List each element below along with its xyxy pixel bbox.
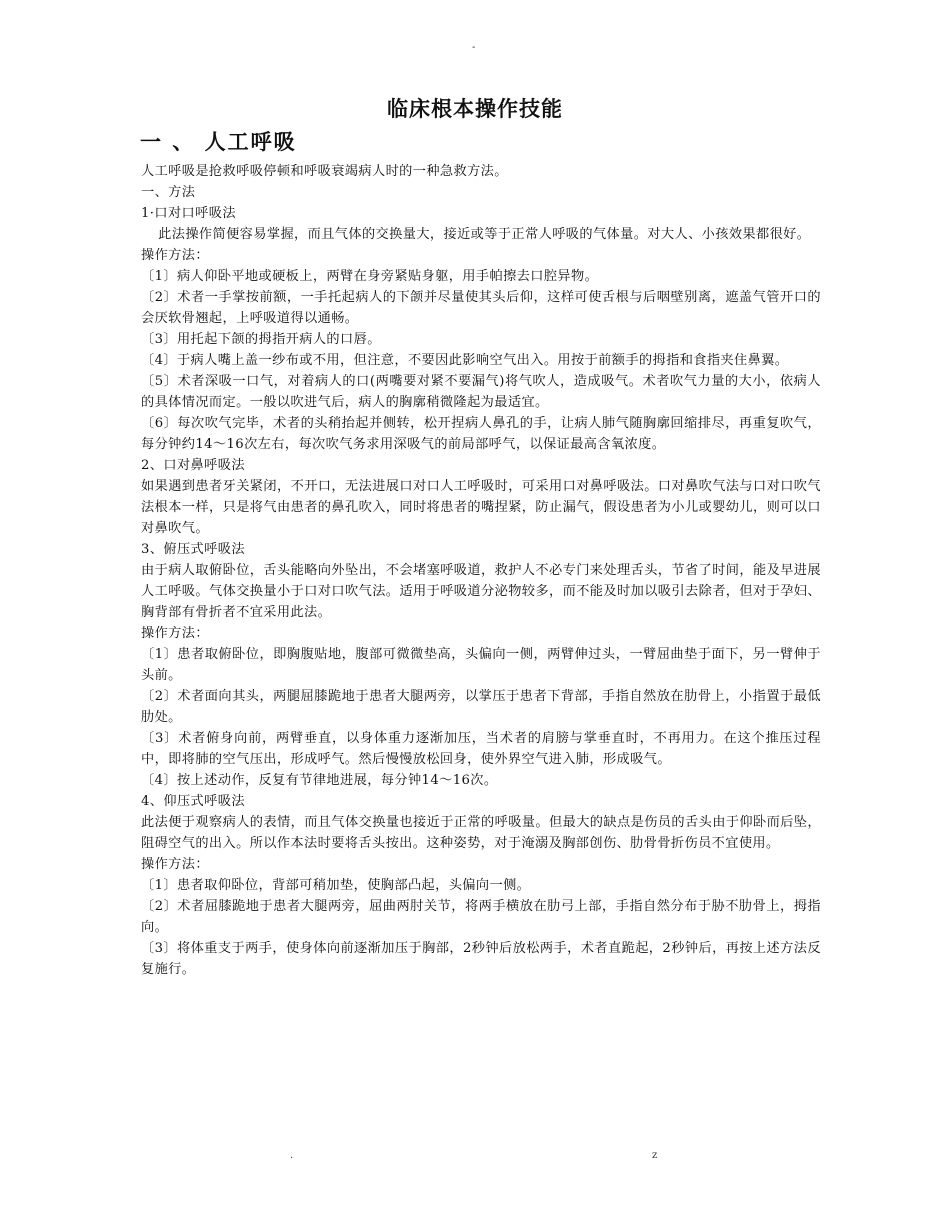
body-paragraph: 此法操作简便容易掌握，而且气体的交换量大，接近或等于正常人呼吸的气体量。对大人、小孩效果都很好。 [158,227,811,242]
list-item: 〔3〕术者俯身向前，两臂垂直，以身体重力逐渐加压，当术者的肩膀与掌垂直时，不再用力。在这个推压过程中，即将肺的空气压出，形成呼气。然后慢慢放松回身，使外界空气进入肺，形成吸气。 [141,731,821,767]
list-item: 〔2〕术者屈膝跪地于患者大腿两旁，屈曲两肘关节，将两手横放在肋弓上部，手指自然分布于胁不肋骨上，拇指向。 [141,899,821,935]
body-paragraph: 此法便于观察病人的表情，而且气体交换量也接近于正常的呼吸量。但最大的缺点是伤员的舌头由于仰卧而后坠，阻碍空气的出入。所以作本法时要将舌头按出。这种姿势，对于淹溺及胸部创伤、肋骨骨折伤员不宜使用。 [141,815,821,851]
list-item: 〔3〕将体重支于两手，使身体向前逐渐加压于胸部，2秒钟后放松两手，术者直跪起，2秒钟后，再按上述方法反复施行。 [141,941,821,977]
list-item: 〔5〕术者深吸一口气，对着病人的口(两嘴要对紧不要漏气)将气吹人，造成吸气。术者吹气力量的大小，依病人的具体情况而定。一般以吹进气后，病人的胸廓稍微隆起为最适宜。 [141,374,821,410]
footer-left-marker: . [290,1150,294,1161]
subheading-procedure: 操作方法： [141,857,209,872]
section-heading: 一 、 人工呼吸 [140,130,297,154]
list-item: 〔2〕术者面向其头，两腿屈膝跪地于患者大腿两旁，以掌压于患者下背部，手指自然放在肋骨上，小指置于最低肋处。 [141,689,821,725]
list-item: 〔6〕每次吹气完毕，术者的头稍抬起并侧转，松开捏病人鼻孔的手，让病人肺气随胸廓回缩排尽，再重复吹气，每分钟约14～16次左右，每次吹气务求用深吸气的前局部呼气，以保证最高含氧浓度。 [141,416,821,452]
list-item: 〔4〕于病人嘴上盖一纱布或不用，但注意，不要因此影响空气出入。用按于前额手的拇指和食指夹住鼻翼。 [141,353,789,368]
subheading-procedure: 操作方法： [141,626,209,641]
list-item: 〔4〕按上述动作，反复有节律地进展，每分钟14～16次。 [141,773,498,788]
body-paragraph: 由于病人取俯卧位，舌头能略向外坠出，不会堵塞呼吸道，救护人不必专门来处理舌头，节省了时间，能及早进展人工呼吸。气体交换量小于口对口吹气法。适用于呼吸道分泌物较多，而不能及时加以吸引去除者，但对于孕妇、胸背部有骨折者不宜采用此法。 [141,563,821,620]
subheading-procedure: 操作方法： [141,248,209,263]
page-top-marker: - [472,42,476,53]
subheading-prone-pressure: 3、俯压式呼吸法 [141,542,245,557]
subheading-mouth-to-mouth: 1·口对口呼吸法 [141,206,236,221]
list-item: 〔1〕患者取仰卧位，背部可稍加垫，使胸部凸起，头偏向一侧。 [141,878,531,893]
body-paragraph: 如果遇到患者牙关紧闭，不开口，无法进展口对口人工呼吸时，可采用口对鼻呼吸法。口对鼻吹气法与口对口吹气法根本一样，只是将气由患者的鼻孔吹入，同时将患者的嘴捏紧，防止漏气，假设患者为小儿或婴幼儿，则可以口对鼻吹气。 [141,479,821,536]
document-title: 临床根本操作技能 [387,97,563,121]
subheading-methods: 一、方法 [141,185,196,200]
list-item: 〔3〕用托起下颌的拇指开病人的口唇。 [141,332,381,347]
list-item: 〔1〕病人仰卧平地或硬板上，两臂在身旁紧贴身躯，用手帕擦去口腔异物。 [141,269,599,284]
list-item: 〔2〕术者一手掌按前额，一手托起病人的下颌并尽量使其头后仰，这样可使舌根与后咽壁别离，遮盖气管开口的会厌软骨翘起，上呼吸道得以通畅。 [141,290,821,326]
subheading-supine-pressure: 4、仰压式呼吸法 [141,794,245,809]
subheading-mouth-to-nose: 2、口对鼻呼吸法 [141,458,245,473]
footer-right-marker: z [652,1150,658,1161]
intro-paragraph: 人工呼吸是抢救呼吸停顿和呼吸衰竭病人时的一种急救方法。 [141,164,508,179]
document-body [141,161,821,980]
list-item: 〔1〕患者取俯卧位，即胸腹贴地，腹部可微微垫高，头偏向一侧，两臂伸过头，一臂屈曲垫于面下，另一臂伸于头前。 [141,647,821,683]
